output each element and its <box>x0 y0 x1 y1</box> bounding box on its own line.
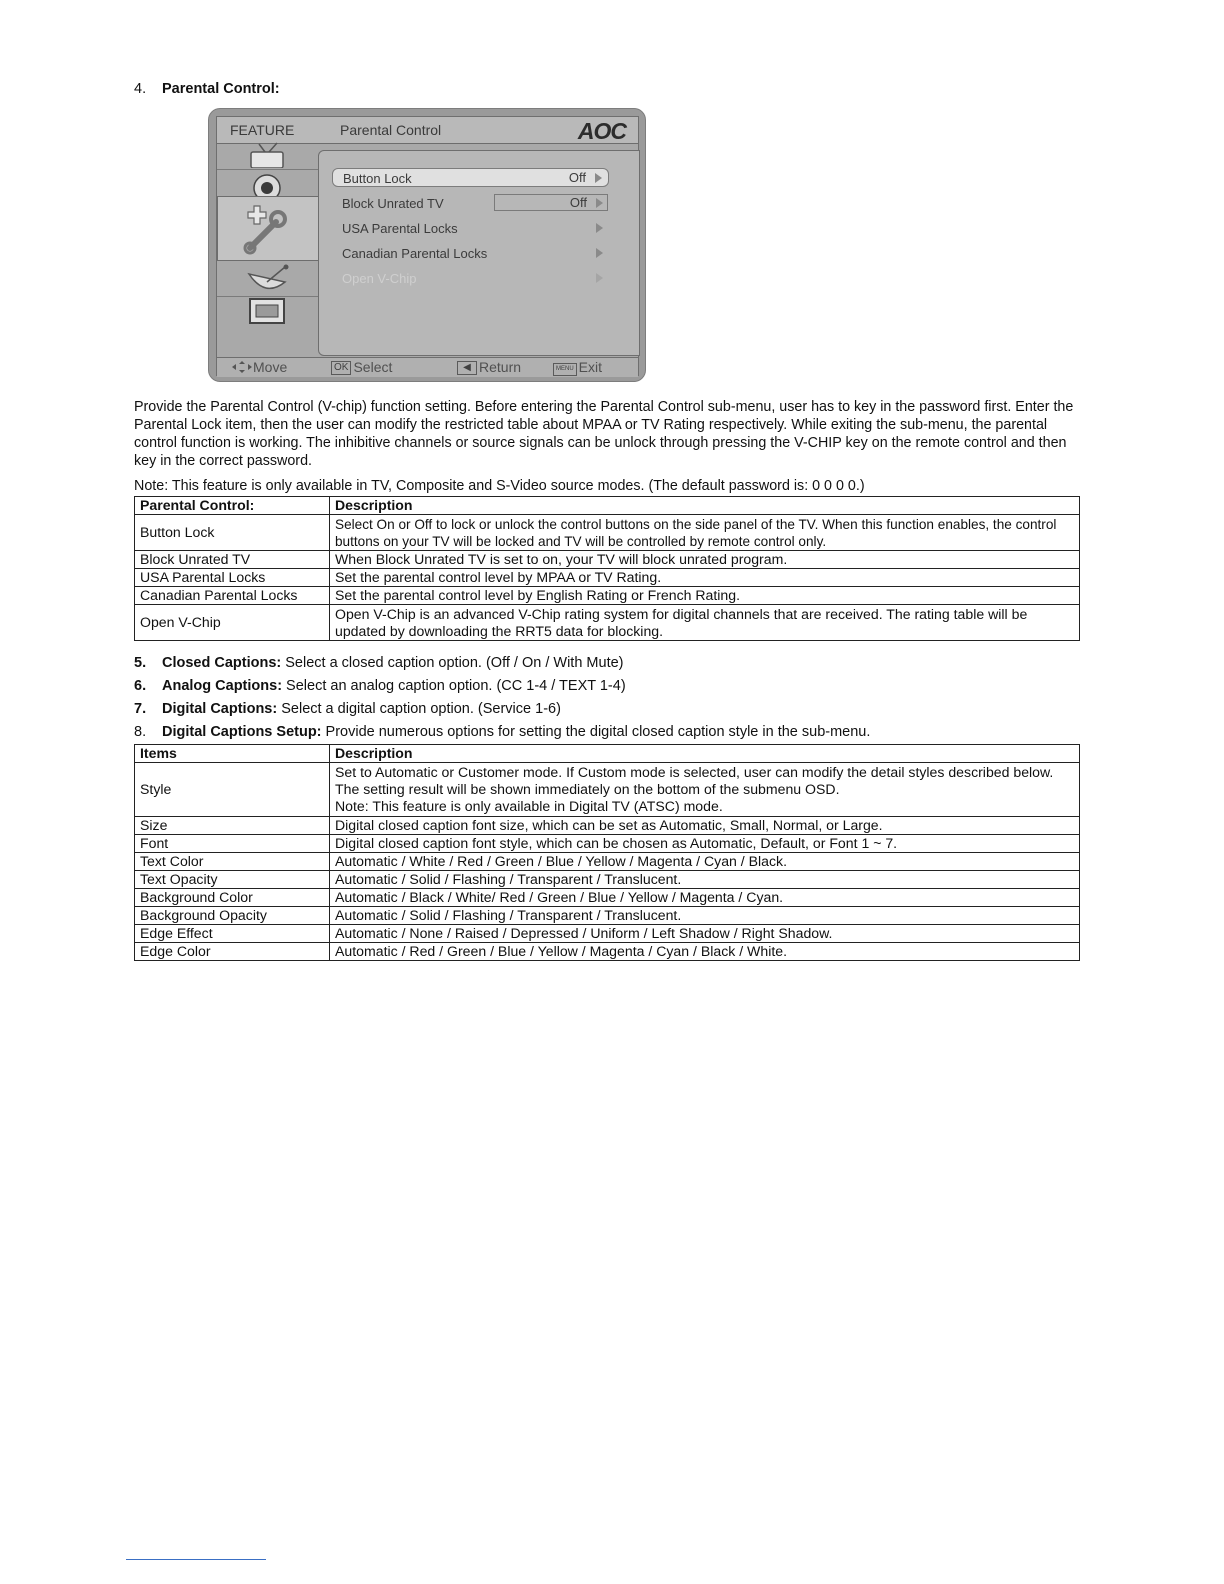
table-cell: Select On or Off to lock or unlock the control buttons on the side panel of the TV. When this function enables, the control buttons on your TV will be locked and TV will be controlled by remote control only. <box>330 515 1080 551</box>
footer-move-label: Move <box>253 359 288 375</box>
style-description: Set to Automatic or Customer mode. If Custom mode is selected, user can modify the detail styles described below. The setting result will be shown immediately on the bottom of the submenu OSD. <box>335 764 1054 797</box>
footer-return-label: Return <box>479 359 522 375</box>
item-number: 8. <box>134 724 147 740</box>
parental-control-table <box>134 496 1080 641</box>
osd-item-block-unrated-tv[interactable] <box>332 194 609 213</box>
item-text: Select a digital caption option. (Service 1-6) <box>277 701 561 717</box>
osd-item-value: Off <box>568 170 586 185</box>
osd-item-usa-parental-locks[interactable] <box>332 219 609 238</box>
item-text: Select a closed caption option. (Off / On / With Mute) <box>281 655 624 671</box>
tools-icon <box>238 202 290 256</box>
table-cell: Text Opacity <box>135 871 330 889</box>
return-key-icon: ◀ <box>457 361 477 375</box>
footnote-divider <box>126 1559 266 1560</box>
osd-screenshot <box>208 108 646 382</box>
column-header: Description <box>330 745 1080 763</box>
caption-settings-table <box>134 744 1080 961</box>
item-title: Analog Captions: <box>162 678 283 694</box>
intro-paragraph: Provide the Parental Control (V-chip) function setting. Before entering the Parental Control sub-menu, user has to key in the password first. Enter the Parental Lock item, then the user can modify the restricted table about MPAA or TV Rating respectively. While exiting the sub-menu, the parental control function is working. The inhibitive channels or source signals can be unlock through pressing the V-CHIP key on the remote control and then key in the correct password. <box>134 399 1074 469</box>
osd-header <box>217 117 638 144</box>
osd-frame <box>216 116 639 376</box>
arrow-right-icon <box>596 223 603 233</box>
osd-content-panel <box>318 150 640 356</box>
table-cell: Background Color <box>135 889 330 907</box>
sidebar-feature[interactable] <box>217 196 318 261</box>
table-cell: Edge Color <box>135 943 330 961</box>
table-cell: Digital closed caption font style, which can be chosen as Automatic, Default, or Font 1 ~ 7. <box>330 835 1080 853</box>
footer-select <box>331 359 392 375</box>
table-cell: Automatic / Solid / Flashing / Transparent / Translucent. <box>330 871 1080 889</box>
table-cell: Automatic / White / Red / Green / Blue / Yellow / Magenta / Cyan / Black. <box>330 853 1080 871</box>
table-cell: USA Parental Locks <box>135 569 330 587</box>
section-number: 4. <box>134 81 147 97</box>
list-item <box>134 700 561 718</box>
osd-feature-label: FEATURE <box>230 122 295 138</box>
osd-item-button-lock[interactable] <box>332 168 609 187</box>
arrow-right-icon <box>596 273 603 283</box>
item-text: Provide numerous options for setting the digital closed caption style in the sub-menu. <box>321 724 871 740</box>
column-header: Items <box>135 745 330 763</box>
table-cell: Block Unrated TV <box>135 551 330 569</box>
osd-item-label: Canadian Parental Locks <box>342 246 488 261</box>
table-cell: Style <box>135 763 330 817</box>
sidebar-display[interactable] <box>217 297 318 327</box>
osd-item-label: Open V-Chip <box>342 271 417 286</box>
item-number: 5. <box>134 655 147 671</box>
osd-menu-title: Parental Control <box>340 122 442 138</box>
table-header-row <box>135 745 1080 763</box>
column-header: Parental Control: <box>135 497 330 515</box>
table-cell: Set the parental control level by MPAA or TV Rating. <box>330 569 1080 587</box>
satellite-icon <box>245 264 293 296</box>
footer-move <box>231 359 287 375</box>
sidebar-tv[interactable] <box>217 144 318 170</box>
list-item <box>134 654 624 672</box>
table-cell: Text Color <box>135 853 330 871</box>
footer-return <box>457 359 521 375</box>
section-heading <box>134 80 280 98</box>
item-text: Select an analog caption option. (CC 1-4 / TEXT 1-4) <box>282 678 626 694</box>
table-cell: Font <box>135 835 330 853</box>
list-item <box>134 723 870 741</box>
item-title: Closed Captions: <box>162 655 282 671</box>
table-cell: Digital closed caption font size, which can be set as Automatic, Small, Normal, or Large. <box>330 817 1080 835</box>
table-cell: Automatic / Solid / Flashing / Transparent / Translucent. <box>330 907 1080 925</box>
footer-select-label: Select <box>353 359 393 375</box>
item-title: Digital Captions Setup: <box>162 724 322 740</box>
table-header-row <box>135 497 1080 515</box>
table-row <box>135 763 1080 817</box>
table-row <box>135 587 1080 605</box>
ok-key-icon: OK <box>331 361 351 375</box>
style-note: Note: This feature is only available in Digital TV (ATSC) mode. <box>335 798 723 814</box>
table-cell: Automatic / None / Raised / Depressed / Uniform / Left Shadow / Right Shadow. <box>330 925 1080 943</box>
table-cell: Edge Effect <box>135 925 330 943</box>
table-cell: Open V-Chip <box>135 605 330 641</box>
table-row <box>135 943 1080 961</box>
osd-item-label: USA Parental Locks <box>342 221 458 236</box>
aoc-logo: AOC <box>577 118 626 144</box>
monitor-icon <box>245 297 289 327</box>
osd-item-label: Block Unrated TV <box>342 196 444 211</box>
move-arrows-icon <box>231 360 253 374</box>
note-paragraph: Note: This feature is only available in TV, Composite and S-Video source modes. (The default password is: 0 0 0 0.) <box>134 478 865 494</box>
table-cell: Size <box>135 817 330 835</box>
speaker-icon <box>245 170 289 196</box>
osd-item-canadian-parental-locks[interactable] <box>332 244 609 263</box>
table-row <box>135 515 1080 551</box>
table-cell: Canadian Parental Locks <box>135 587 330 605</box>
column-header: Description <box>330 497 1080 515</box>
item-number: 6. <box>134 678 147 694</box>
table-cell: Open V-Chip is an advanced V-Chip rating system for digital channels that are received. The rating table will be updated by downloading the RRT5 data for blocking. <box>330 605 1080 641</box>
table-cell: Automatic / Black / White/ Red / Green / Blue / Yellow / Magenta / Cyan. <box>330 889 1080 907</box>
table-row <box>135 889 1080 907</box>
footer-exit <box>553 359 602 376</box>
table-cell: Background Opacity <box>135 907 330 925</box>
table-cell: Button Lock <box>135 515 330 551</box>
table-cell: Automatic / Red / Green / Blue / Yellow / Magenta / Cyan / Black / White. <box>330 943 1080 961</box>
table-row <box>135 907 1080 925</box>
list-item <box>134 677 626 695</box>
osd-sidebar <box>217 144 318 356</box>
footer-exit-label: Exit <box>578 359 603 375</box>
osd-item-open-v-chip <box>332 269 609 288</box>
arrow-right-icon <box>595 173 602 183</box>
table-row <box>135 853 1080 871</box>
table-row <box>135 817 1080 835</box>
tv-icon <box>245 142 289 168</box>
table-row <box>135 551 1080 569</box>
table-row <box>135 925 1080 943</box>
table-row <box>135 871 1080 889</box>
item-number: 7. <box>134 701 147 717</box>
osd-footer <box>217 357 638 377</box>
section-title: Parental Control: <box>162 81 280 97</box>
arrow-right-icon <box>596 248 603 258</box>
table-cell <box>330 763 1080 817</box>
table-cell: When Block Unrated TV is set to on, your TV will block unrated program. <box>330 551 1080 569</box>
table-row <box>135 605 1080 641</box>
table-cell: Set the parental control level by English Rating or French Rating. <box>330 587 1080 605</box>
osd-value-box <box>494 194 608 211</box>
sidebar-audio[interactable] <box>217 170 318 197</box>
table-row <box>135 569 1080 587</box>
arrow-right-icon <box>596 198 603 208</box>
menu-key-icon: MENU <box>553 363 577 376</box>
sidebar-channel[interactable] <box>217 262 318 297</box>
osd-item-value: Off <box>569 195 587 210</box>
osd-item-label: Button Lock <box>343 171 412 186</box>
item-title: Digital Captions: <box>162 701 278 717</box>
table-row <box>135 835 1080 853</box>
